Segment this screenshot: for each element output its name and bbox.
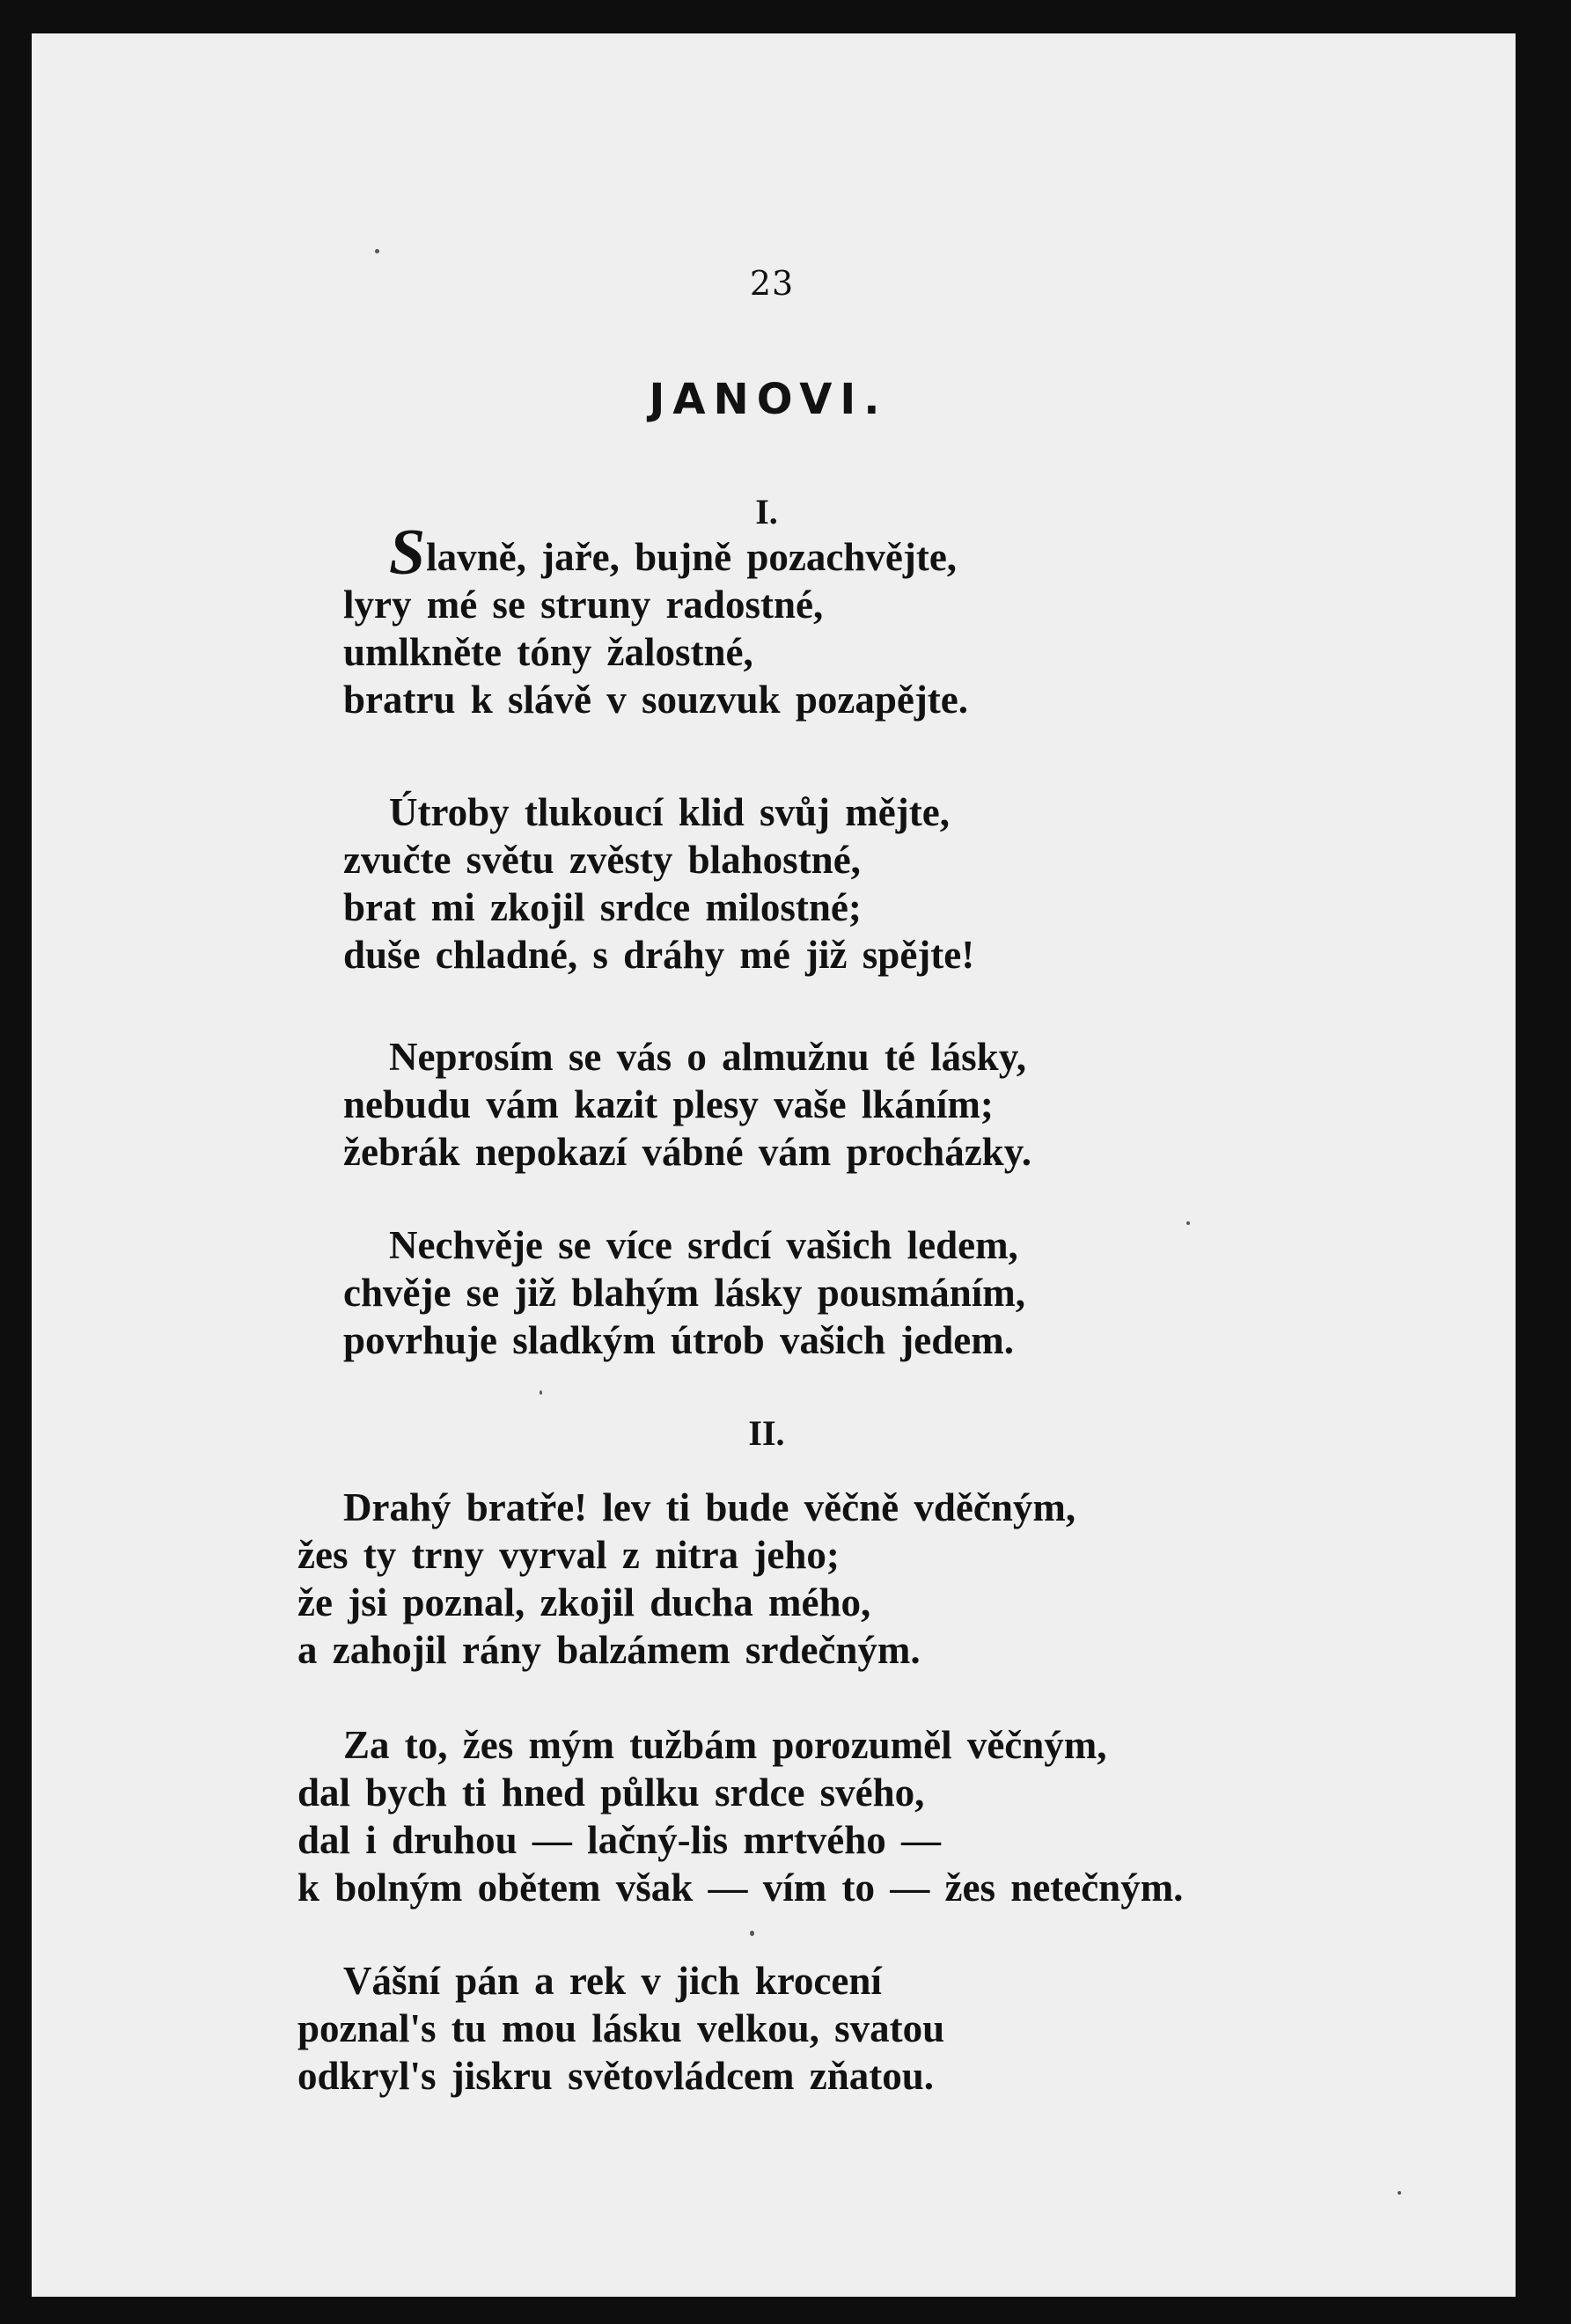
verse-line: žebrák nepokazí vábné vám procházky.: [343, 1130, 1031, 1174]
stanza-2-2: [297, 1721, 1183, 1911]
verse-line: poznal's tu mou lásku velkou, svatou: [297, 2006, 945, 2050]
stanza-1-4: [343, 1221, 1025, 1364]
verse-line: zvučte světu zvěsty blahostné,: [343, 838, 861, 882]
verse-line: Za to, žes mým tužbám porozuměl věčným,: [343, 1723, 1107, 1767]
verse-line: lyry mé se struny radostné,: [343, 583, 824, 627]
verse-line: odkryl's jiskru světovládcem zňatou.: [297, 2054, 935, 2098]
verse-line: Nechvěje se více srdcí vašich ledem,: [389, 1223, 1018, 1267]
stanza-1-1: [343, 517, 969, 723]
verse-line: nebudu vám kazit plesy vaše lkáním;: [343, 1082, 994, 1126]
verse-line: duše chladné, s dráhy mé již spějte!: [343, 933, 975, 977]
verse-line: dal bych ti hned půlku srdce svého,: [297, 1770, 925, 1814]
verse-line: povrhuje sladkým útrob vašich jedem.: [343, 1318, 1014, 1362]
page-number: 23: [749, 264, 795, 303]
book-page: [32, 33, 1516, 2297]
verse-line-text: lavně, jaře, bujně pozachvějte,: [426, 535, 958, 579]
section-numeral-1: I.: [755, 492, 778, 532]
verse-line: Vášní pán a rek v jich krocení: [343, 1959, 882, 2003]
section-numeral-2: II.: [748, 1413, 785, 1453]
drop-cap-initial: S: [389, 517, 426, 589]
verse-line: Útroby tlukoucí klid svůj mějte,: [389, 790, 950, 834]
stanza-1-3: [343, 1033, 1031, 1176]
verse-line: brat mi zkojil srdce milostné;: [343, 885, 862, 929]
verse-line: dal i druhou — lačný-lis mrtvého —: [297, 1818, 942, 1862]
verse-line: a zahojil rány balzámem srdečným.: [297, 1628, 921, 1672]
print-speck: [375, 249, 379, 253]
print-speck: [1398, 2191, 1401, 2195]
print-speck: [540, 1390, 542, 1395]
verse-line: umlkněte tóny žalostné,: [343, 630, 753, 674]
poem-title: JANOVI.: [649, 375, 888, 424]
verse-line: že jsi poznal, zkojil ducha mého,: [297, 1580, 871, 1624]
verse-line: Drahý bratře! lev ti bude věčně vděčným,: [343, 1485, 1076, 1529]
verse-line: žes ty trny vyrval z nitra jeho;: [297, 1533, 840, 1577]
verse-line: chvěje se již blahým lásky pousmáním,: [343, 1271, 1026, 1315]
print-speck: [750, 1931, 754, 1936]
verse-line: Neprosím se vás o almužnu té lásky,: [389, 1035, 1026, 1079]
verse-line: [343, 517, 968, 589]
verse-line: k bolným obětem však — vím to — žes netečným.: [297, 1866, 1184, 1910]
verse-line: bratru k slávě v souzvuk pozapějte.: [343, 678, 969, 722]
stanza-2-3: [297, 1957, 944, 2100]
print-speck: [1186, 1221, 1190, 1225]
stanza-2-1: [297, 1484, 1075, 1674]
stanza-1-2: [343, 788, 974, 979]
